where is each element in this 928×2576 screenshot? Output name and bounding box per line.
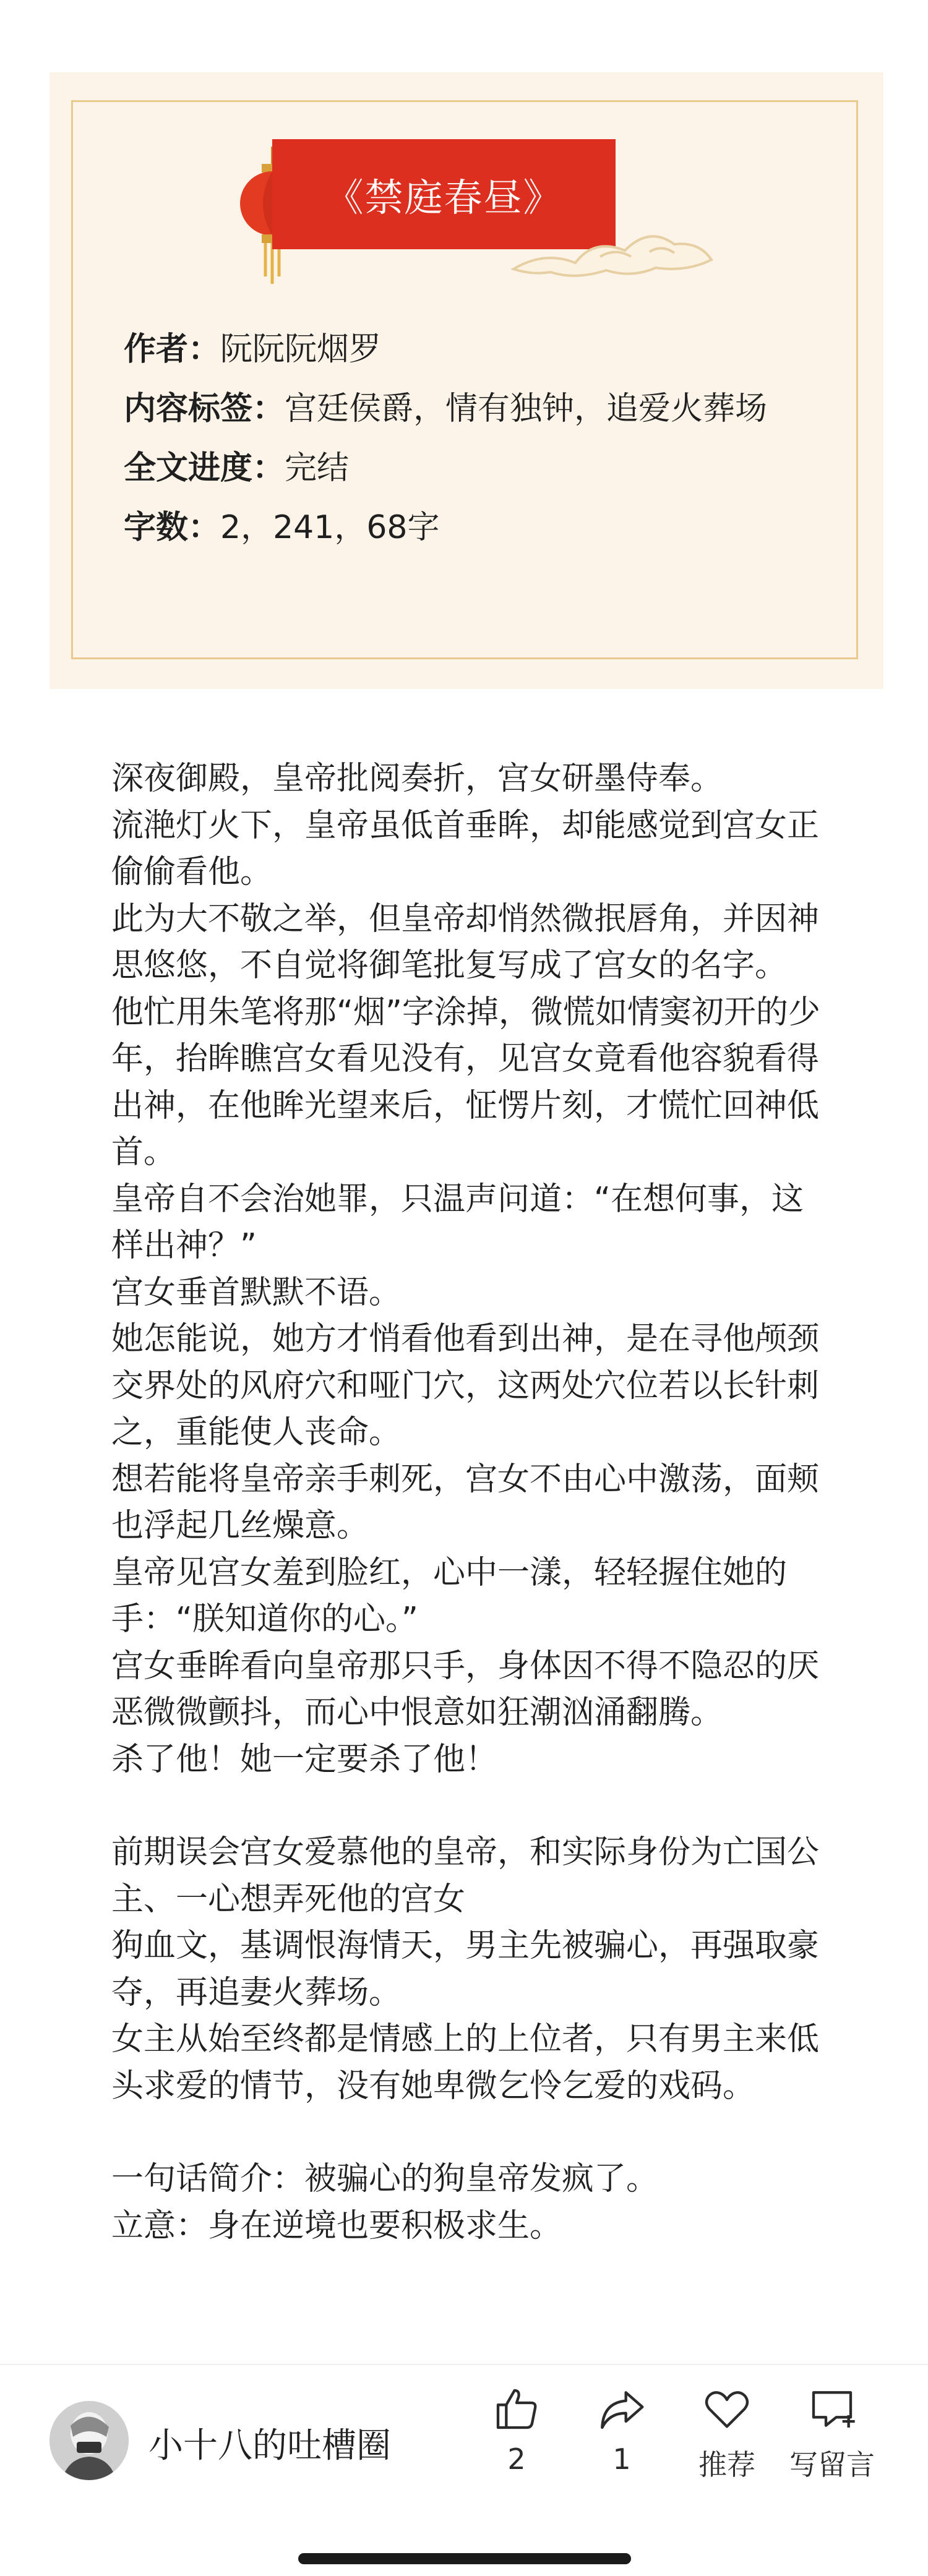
article-paragraph: 想若能将皇帝亲手刺死，宫女不由心中激荡，面颊也浮起几丝燥意。 — [111, 1460, 820, 1544]
avatar[interactable] — [49, 2401, 129, 2480]
article-paragraph: 女主从始至终都是情感上的上位者，只有男主来低头求爱的情节，没有她卑微乞怜乞爱的戏码。 — [111, 2021, 820, 2105]
article-paragraph: 前期误会宫女爱慕他的皇帝，和实际身份为亡国公主、一心想弄死他的宫女 — [111, 1834, 820, 1918]
recommend-button[interactable] — [681, 2384, 773, 2483]
article-paragraph: 她怎能说，她方才悄看他看到出神，是在寻他颅颈交界处的风府穴和哑门穴，这两处穴位若以长针刺之，重能使人丧命。 — [111, 1320, 820, 1451]
article-paragraph: 皇帝自不会治她罪，只温声问道：“在想何事，这样出神？” — [111, 1180, 804, 1264]
write-comment-button[interactable] — [786, 2384, 879, 2483]
article-paragraph: 立意：身在逆境也要积极求生。 — [111, 2207, 562, 2244]
article-paragraph: 流滟灯火下，皇帝虽低首垂眸，却能感觉到宫女正偷偷看他。 — [111, 807, 820, 891]
share-count: 1 — [612, 2442, 631, 2476]
book-title-banner: 《禁庭春昼》 — [272, 139, 616, 249]
like-count: 2 — [507, 2442, 526, 2476]
home-indicator[interactable] — [298, 2553, 631, 2564]
article-paragraph: 宫女垂眸看向皇帝那只手，身体因不得不隐忍的厌恶微微颤抖，而心中恨意如狂潮汹涌翻腾。 — [111, 1647, 820, 1731]
meta-word-count: 字数：2，241，68字 — [124, 509, 440, 546]
like-button[interactable] — [470, 2384, 563, 2476]
footer-divider — [0, 2364, 928, 2365]
share-button[interactable] — [575, 2384, 668, 2476]
book-meta — [124, 320, 872, 557]
cloud-decoration — [507, 213, 718, 288]
author-name[interactable]: 小十八的吐槽圈 — [148, 2426, 391, 2466]
share-icon — [597, 2384, 647, 2434]
article-paragraph: 狗血文，基调恨海情天，男主先被骗心，再强取豪夺，再追妻火葬场。 — [111, 1927, 820, 2011]
book-info-card — [49, 72, 883, 689]
paragraph-gap — [111, 1783, 829, 1829]
thumbs-up-icon — [492, 2384, 541, 2434]
heart-icon — [702, 2384, 752, 2434]
article-paragraph: 深夜御殿，皇帝批阅奏折，宫女研墨侍奉。 — [111, 760, 723, 797]
meta-author: 作者：阮阮阮烟罗 — [124, 331, 382, 368]
paragraph-gap — [111, 2110, 829, 2156]
article-paragraph: 宫女垂首默默不语。 — [111, 1273, 402, 1311]
recommend-label: 推荐 — [698, 2448, 755, 2481]
article-paragraph: 他忙用朱笔将那“烟”字涂掉，微慌如情窦初开的少年，抬眸瞧宫女看见没有，见宫女竟看他容貌看得出神，在他眸光望来后，怔愣片刻，才慌忙回神低首。 — [111, 993, 820, 1171]
article-paragraph: 一句话简介：被骗心的狗皇帝发疯了。 — [111, 2160, 659, 2197]
meta-tags: 内容标签：宫廷侯爵，情有独钟，追爱火葬场 — [124, 390, 768, 427]
comment-label: 写留言 — [789, 2448, 875, 2481]
avatar-image — [49, 2401, 129, 2480]
article-paragraph: 此为大不敬之举，但皇帝却悄然微抿唇角，并因神思悠悠，不自觉将御笔批复写成了宫女的名字。 — [111, 900, 820, 984]
article-paragraph: 杀了他！她一定要杀了他！ — [111, 1740, 498, 1778]
article-paragraph: 皇帝见宫女羞到脸红，心中一漾，轻轻握住她的手：“朕知道你的心。” — [111, 1554, 788, 1638]
meta-progress: 全文进度：完结 — [124, 450, 350, 487]
article-body — [111, 756, 829, 2249]
comment-icon — [807, 2384, 857, 2434]
